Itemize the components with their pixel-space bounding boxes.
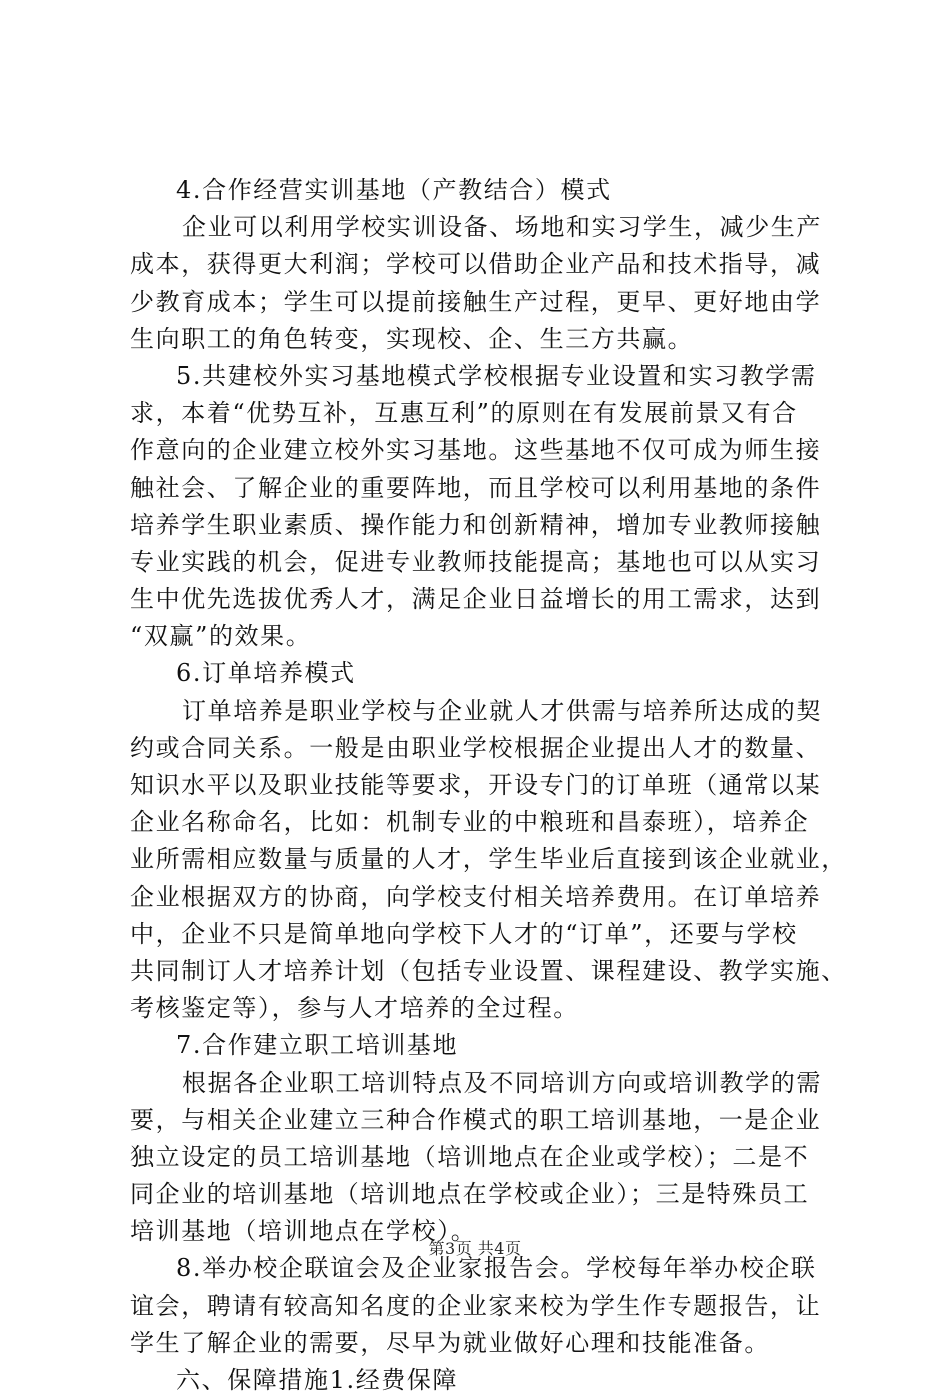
text-line: 订单培养是职业学校与企业就人才供需与培养所达成的契 [182, 696, 822, 725]
text-line: 要，与相关企业建立三种合作模式的职工培训基地，一是企业 [130, 1105, 822, 1134]
text-line: 触社会、了解企业的重要阵地，而且学校可以利用基地的条件 [130, 473, 822, 502]
text-line: 同企业的培训基地（培训地点在学校或企业）；三是特殊员工 [130, 1180, 810, 1209]
text-line: 专业实践的机会，促进专业教师技能提高；基地也可以从实习 [130, 547, 822, 576]
text-line: 培训基地（培训地点在学校）。 [130, 1217, 477, 1246]
text-line: 根据各企业职工培训特点及不同培训方向或培训教学的需 [182, 1068, 822, 1097]
text-line: 少教育成本；学生可以提前接触生产过程，更早、更好地由学 [130, 287, 822, 316]
text-line: 业所需相应数量与质量的人才，学生毕业后直接到该企业就业， [130, 845, 847, 874]
text-line: 生中优先选拔优秀人才，满足企业日益增长的用工需求，达到 [130, 585, 822, 614]
text-line: 培养学生职业素质、操作能力和创新精神，增加专业教师接触 [130, 510, 822, 539]
text-line: 7.合作建立职工培训基地 [176, 1031, 459, 1060]
text-line: 谊会，聘请有较高知名度的企业家来校为学生作专题报告，让 [130, 1291, 822, 1320]
text-line: 求，本着“优势互补，互惠互利”的原则在有发展前景又有合 [130, 399, 798, 428]
text-line: 生向职工的角色转变，实现校、企、生三方共赢。 [130, 324, 694, 353]
text-line: 考核鉴定等），参与人才培养的全过程。 [130, 994, 579, 1023]
text-line: 8.举办校企联谊会及企业家报告会。学校每年举办校企联 [176, 1254, 817, 1283]
text-line: 共同制订人才培养计划（包括专业设置、课程建设、教学实施、 [130, 956, 847, 985]
text-line: 企业根据双方的协商，向学校支付相关培养费用。在订单培养 [130, 882, 822, 911]
document-body [130, 172, 847, 1399]
text-line: 5.共建校外实习基地模式学校根据专业设置和实习教学需 [176, 361, 817, 390]
text-line: “双赢”的效果。 [130, 622, 312, 651]
text-line: 六、保障措施1.经费保障 [176, 1366, 459, 1394]
text-line: 作意向的企业建立校外实习基地。这些基地不仅可成为师生接 [130, 436, 822, 465]
text-line: 约或合同关系。一般是由职业学校根据企业提出人才的数量、 [130, 733, 822, 762]
text-line: 企业名称命名，比如：机制专业的中粮班和昌泰班），培养企 [130, 808, 810, 837]
text-line: 6.订单培养模式 [176, 659, 356, 688]
text-line: 知识水平以及职业技能等要求，开设专门的订单班（通常以某 [130, 771, 822, 799]
page-footer: 第3页 共4页 [428, 1239, 522, 1258]
text-line: 成本，获得更大利润；学校可以借助企业产品和技术指导，减 [130, 250, 822, 279]
text-line: 4.合作经营实训基地（产教结合）模式 [176, 176, 612, 204]
text-line: 独立设定的员工培训基地（培训地点在企业或学校）；二是不 [130, 1142, 810, 1171]
text-line: 中，企业不只是简单地向学校下人才的“订单”，还要与学校 [130, 919, 798, 948]
text-line: 企业可以利用学校实训设备、场地和实习学生，减少生产 [182, 213, 822, 242]
text-line: 学生了解企业的需要，尽早为就业做好心理和技能准备。 [130, 1328, 770, 1357]
